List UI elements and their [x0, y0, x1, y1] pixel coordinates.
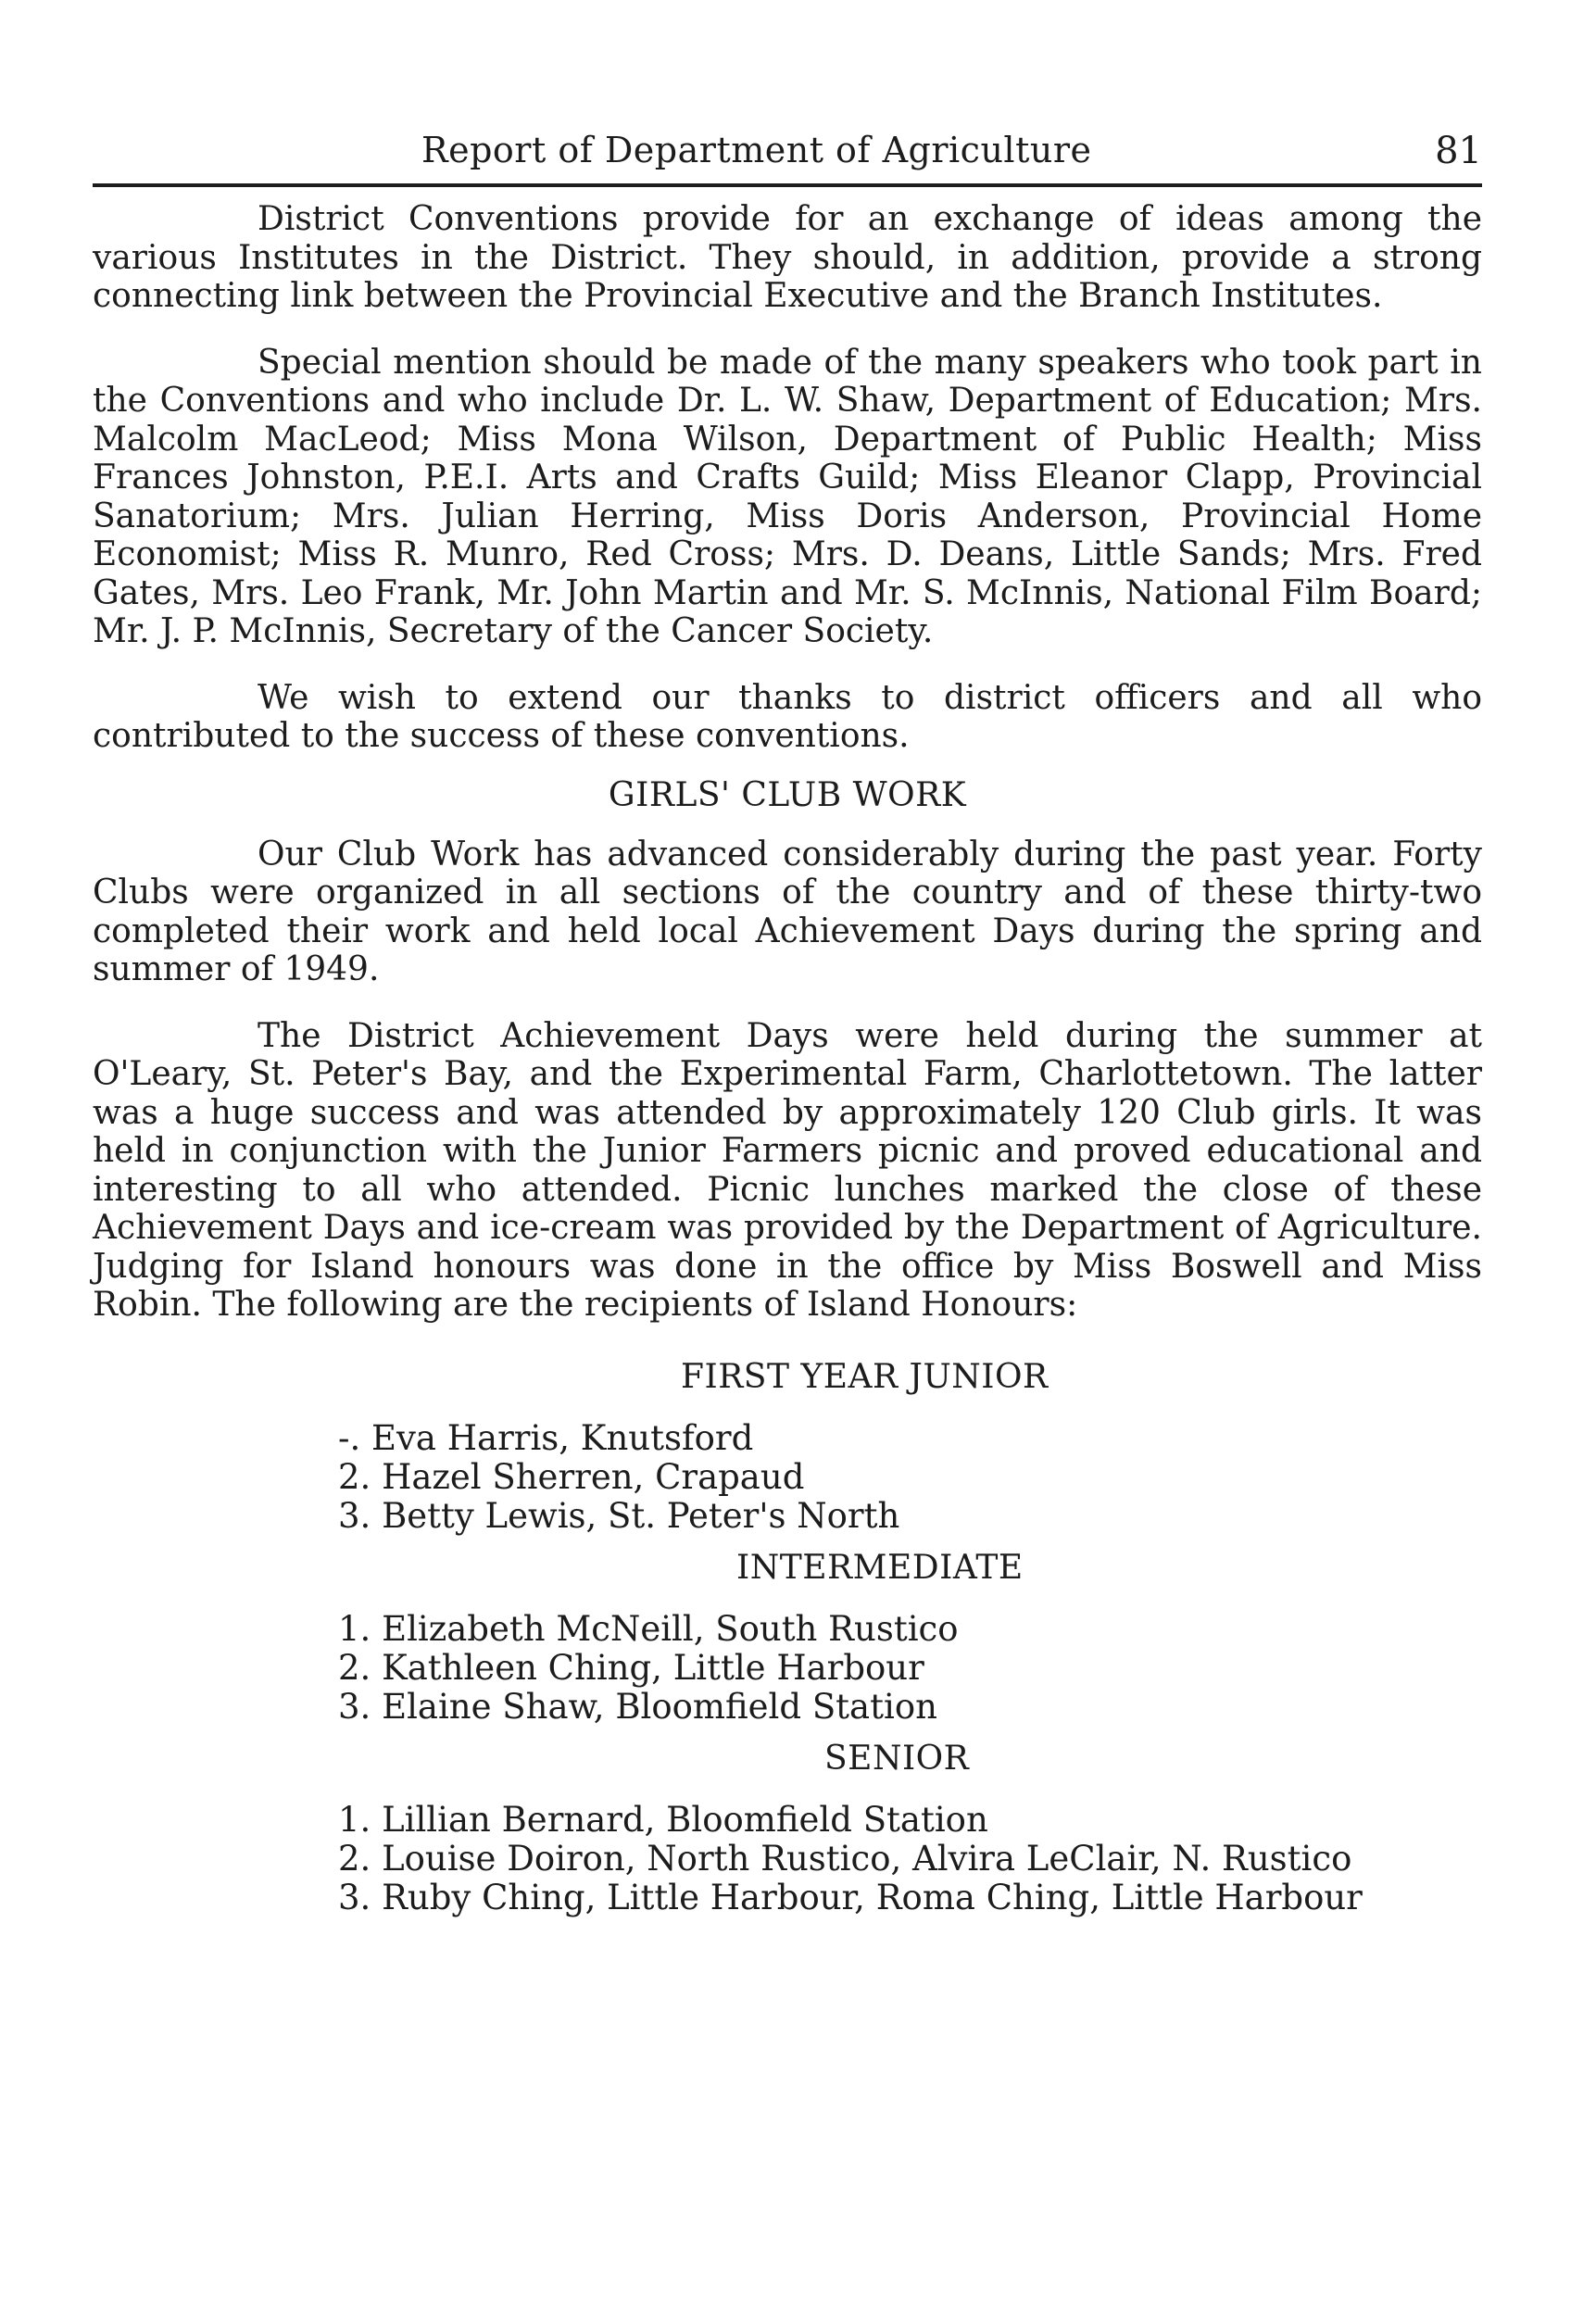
list-item: 3. Betty Lewis, St. Peter's North — [338, 1495, 900, 1536]
list-item: 3. Elaine Shaw, Bloomfield Station — [338, 1686, 937, 1727]
section-heading-girls-club-work: GIRLS' CLUB WORK — [608, 775, 967, 814]
list-first-year-junior — [93, 1419, 1482, 1536]
list-item: 1. Lillian Bernard, Bloomfield Station — [338, 1799, 988, 1840]
list-item: 3. Ruby Ching, Little Harbour, Roma Ching, Little Harbour — [338, 1877, 1363, 1917]
paragraph-speakers: Special mention should be made of the many speakers who took part in the Conventions and who include Dr. L. W. Shaw, Department of Education; Mrs. Malcolm MacLeod; Miss Mona Wilson, Department of Public Health; Miss Frances Johnston, P.E.I. Arts and Crafts Guild; Miss Eleanor Clapp, Provincial Sanatorium; Mrs. Julian Herring, Miss Doris Anderson, Provincial Home Economist; Miss R. Munro, Red Cross; Mrs. D. Deans, Little Sands; Mrs. Fred Gates, Mrs. Leo Frank, Mr. John Martin and Mr. S. McInnis, National Film Board; Mr. J. P. McInnis, Secretary of the Cancer Society. — [93, 343, 1482, 650]
running-header-title: Report of Department of Agriculture — [421, 130, 1092, 170]
list-item: 1. Elizabeth McNeill, South Rustico — [338, 1608, 959, 1649]
paragraph-district-conventions: District Conventions provide for an exchange of ideas among the various Institutes in the District. They should, in addition, provide a strong connecting link between the Provincial Executive and the Branch Institutes. — [93, 200, 1482, 315]
subheading-senior: SENIOR — [824, 1739, 970, 1778]
paragraph-club-work: Our Club Work has advanced considerably during the past year. Forty Clubs were organized in all sections of the country and of these thirty-two completed their work and held local Achievement Days during the spring and summer of 1949. — [93, 835, 1482, 988]
paragraph-achievement-days: The District Achievement Days were held during the summer at O'Leary, St. Peter's Bay, and the Experimental Farm, Charlottetown. The latter was a huge success and was attended by approximately 120 Club girls. It was held in conjunction with the Junior Farmers picnic and proved educational and interesting to all who attended. Picnic lunches marked the close of these Achievement Days and ice-cream was provided by the Department of Agriculture. Judging for Island honours was done in the office by Miss Boswell and Miss Robin. The following are the recipients of Island Honours: — [93, 1016, 1482, 1324]
list-item: 2. Louise Doiron, North Rustico, Alvira LeClair, N. Rustico — [338, 1838, 1352, 1879]
list-item: -. Eva Harris, Knutsford — [338, 1417, 754, 1458]
paragraph-thanks: We wish to extend our thanks to district officers and all who contributed to the success of these conventions. — [93, 678, 1482, 755]
page-body — [93, 200, 1482, 1917]
document-page — [93, 130, 1482, 1927]
list-intermediate — [93, 1610, 1482, 1727]
page-number: 81 — [1435, 130, 1482, 172]
subheading-first-year-junior: FIRST YEAR JUNIOR — [681, 1357, 1049, 1396]
list-senior — [93, 1801, 1482, 1917]
subheading-intermediate: INTERMEDIATE — [736, 1548, 1024, 1587]
list-item: 2. Kathleen Ching, Little Harbour — [338, 1647, 924, 1688]
list-item: 2. Hazel Sherren, Crapaud — [338, 1456, 805, 1497]
running-header — [93, 130, 1482, 187]
